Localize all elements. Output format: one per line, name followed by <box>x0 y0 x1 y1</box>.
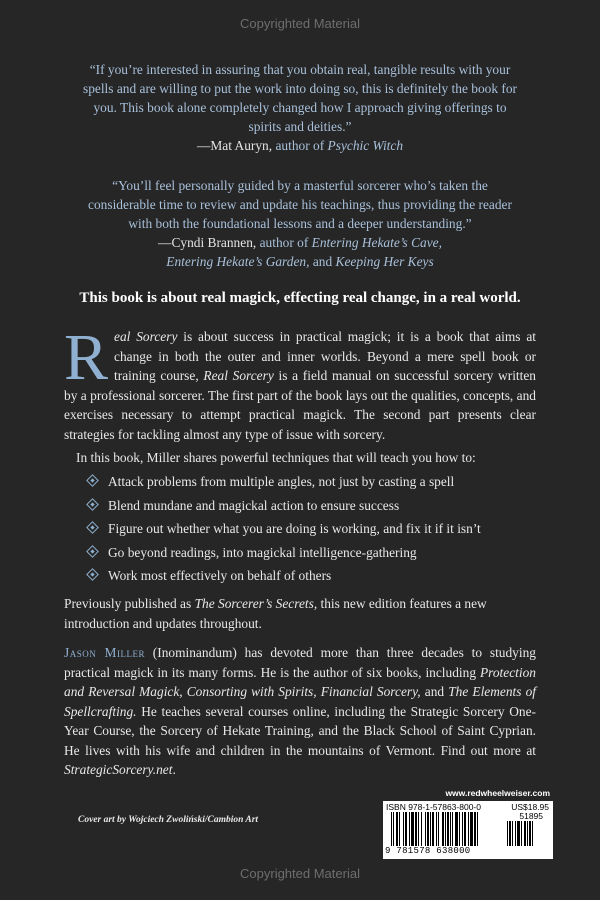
tagline: This book is about real magick, effecting real change, in a real world. <box>79 290 521 306</box>
previous-title: The Sorcerer’s Secrets, <box>194 596 318 611</box>
copyright-watermark-top: Copyrighted Material <box>240 16 360 31</box>
attribution-book: Entering Hekate’s Cave, <box>311 235 442 250</box>
attribution-name: —Mat Auryn, <box>196 138 273 153</box>
isbn-digits: 9 781578 638000 <box>385 846 471 856</box>
list-item-text: Work most effectively on behalf of others <box>108 568 332 583</box>
attribution-role: author of <box>259 235 309 250</box>
price-label: US$18.95 <box>511 802 549 812</box>
list-item-text: Attack problems from multiple angles, not just by casting a spell <box>108 474 455 489</box>
quote-text: “You’ll feel personally guided by a masterful sorcerer who’s taken the considerable time to review and update his teachings, thus providing the reader with both the foundational lessons and a deeper understanding.” <box>88 178 512 231</box>
endorsement-quote-2 <box>80 176 520 271</box>
list-item <box>84 496 534 520</box>
attribution-role: author of <box>275 138 325 153</box>
quote-text: “If you’re interested in assuring that you obtain real, tangible results with your spells and are willing to put the work into doing so, this is definitely the book for you. This book alone completely changed how I approach giving offerings to spirits and deities.” <box>82 62 518 134</box>
attribution-join: and <box>312 254 333 269</box>
attribution-book: Psychic Witch <box>327 138 404 153</box>
diamond-bullet-icon <box>86 545 99 558</box>
list-item <box>84 543 534 567</box>
bio-text: . <box>172 762 176 777</box>
technique-list <box>84 472 534 590</box>
author-name: Jason Miller <box>64 645 145 660</box>
endorsement-quote-1 <box>80 60 520 155</box>
list-item <box>84 566 534 590</box>
book-title: Real Sorcery <box>203 368 274 383</box>
description-text: is about success in practical magick; it is a book that aims at change in both the outer and inner worlds. Beyond a mere spell book or training course, <box>114 329 536 383</box>
quote-attribution <box>80 233 520 271</box>
diamond-bullet-icon <box>86 474 99 487</box>
author-bio <box>64 643 536 780</box>
note-text: this new edition features a new introduction and updates throughout. <box>64 596 487 631</box>
bullet-intro: In this book, Miller shares powerful techniques that will teach you how to: <box>76 450 476 465</box>
description-text: is a field manual on successful sorcery written by a professional sorcerer. The first part of the book lays out the qualities, concepts, and exercises necessary to attempt practical magick. The second part presents clear strategies for tackling almost any type of issue with sorcery. <box>64 368 536 442</box>
isbn-barcode <box>383 801 553 859</box>
quote-attribution <box>80 136 520 155</box>
list-item <box>84 519 534 543</box>
bio-text: He teaches several courses online, including the Strategic Sorcery One-Year Course, the Sorcery of Hekate Training, and the Black School of Saint Cyprian. He lives with his wife and children in the mountains of Vermont. Find out more at <box>64 703 536 758</box>
copyright-watermark-bottom: Copyrighted Material <box>240 866 360 881</box>
book-title: eal Sorcery <box>114 329 178 344</box>
previous-edition-note <box>64 594 536 633</box>
list-item <box>84 472 534 496</box>
list-item-text: Blend mundane and magickal action to ensure success <box>108 497 400 513</box>
author-website: StrategicSorcery.net <box>64 762 173 777</box>
cover-art-credit: Cover art by Wojciech Zwoliński/Cambion Art <box>78 815 259 825</box>
attribution-book: Entering Hekate’s Garden, <box>166 254 310 269</box>
list-item-text: Figure out whether what you are doing is working, and fix it if it isn’t <box>108 521 481 536</box>
isbn-label: ISBN 978-1-57863-800-0 <box>386 802 481 812</box>
drop-cap: R <box>64 321 109 394</box>
book-description <box>64 321 536 444</box>
bio-text: and <box>420 684 449 699</box>
diamond-bullet-icon <box>86 568 99 581</box>
diamond-bullet-icon <box>86 521 99 534</box>
list-item-text: Go beyond readings, into magickal intelligence-gathering <box>108 544 417 560</box>
diamond-bullet-icon <box>86 498 99 511</box>
addon-label: 51895 <box>519 811 543 821</box>
attribution-book: Keeping Her Keys <box>335 254 434 269</box>
ean-barcode-bars <box>391 812 495 848</box>
publisher-url: www.redwheelweiser.com <box>445 788 550 798</box>
attribution-name: —Cyndi Brannen, <box>158 235 257 250</box>
bio-books: The Elements of Spellcrafting. <box>64 684 536 719</box>
addon-barcode-bars <box>507 821 547 848</box>
bio-books: Protection and Reversal Magick, Consorting with Spirits, Financial Sorcery, <box>64 664 536 699</box>
note-text: Previously published as <box>64 596 195 611</box>
bio-text: (Inominandum) has devoted more than three decades to studying practical magick in its many forms. He is the author of six books, including <box>64 645 536 680</box>
